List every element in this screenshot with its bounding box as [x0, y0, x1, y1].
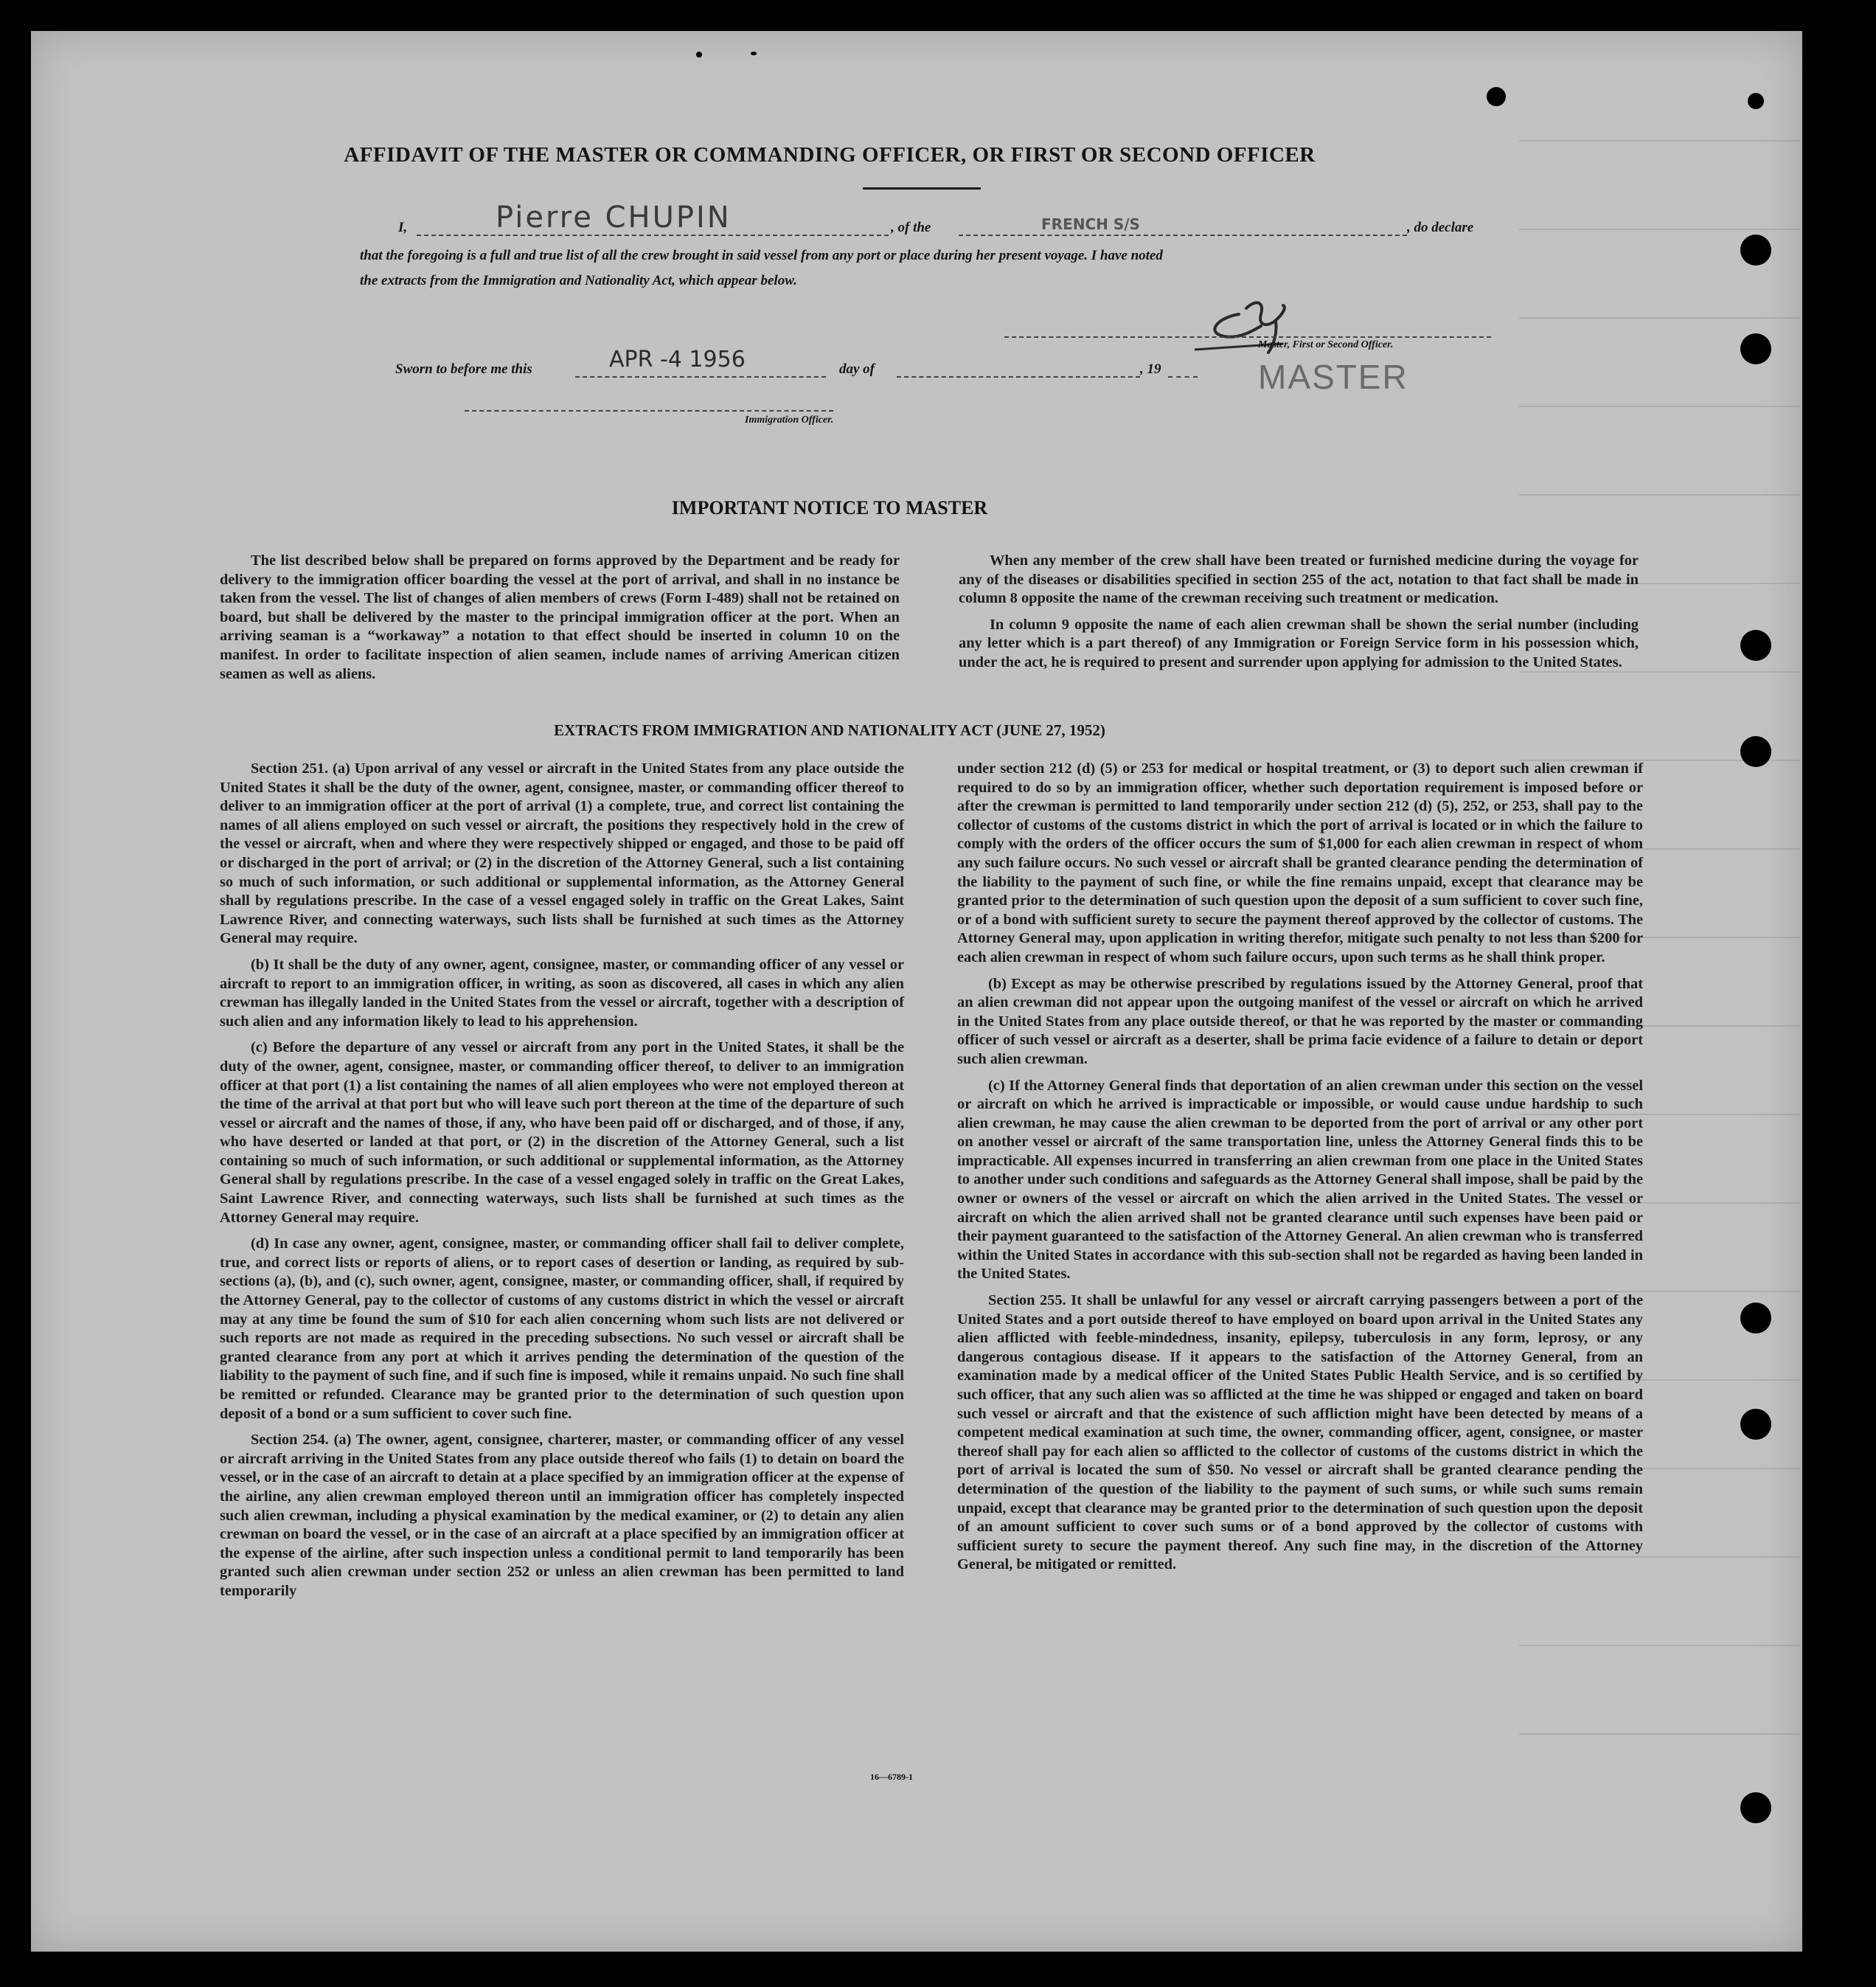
immigration-officer-caption: Immigration Officer.: [745, 415, 834, 426]
punch-hole: [1740, 736, 1771, 767]
punch-hole: [1740, 1792, 1771, 1823]
notice-right-paragraph-1: When any member of the crew shall have been treated or furnished medicine during the voyage for any of the diseases or disabilities specified in section 255 of the act, notation to that fact shall be made in column 8 opposite the name of the crewman receiving such treatment or medication.: [959, 552, 1639, 607]
vessel-name-field[interactable]: [959, 235, 1407, 236]
section-251-d: (d) In case any owner, agent, consignee, master, or commanding officer shall fail to deliver complete, true, and correct lists or reports of aliens, or to report cases of desertion or landing, as required by sub-sections (a), (b), and (c), such owner, agent, consignee, master, or commanding officer, shall, if required by the Attorney General, pay to the collector of customs of any customs district in which the vessel or aircraft may at any time be found the sum of $10 for each alien concerning whom such lists are not delivered or such reports are not made as required in the preceding subsections. No such vessel or aircraft shall be granted clearance from any port at which it arrives pending the determination of the question of the liability to the payment of such fine, and if such fine is imposed, while it remains unpaid. No such fine shall be remitted or refunded. Clearance may be granted prior to the determination of such question upon deposit of a bond or a sum sufficient to cover such fine.: [220, 1235, 904, 1422]
extracts-title: EXTRACTS FROM IMMIGRATION AND NATIONALITY ACT (JUNE 27, 1952): [554, 721, 1105, 739]
month-field[interactable]: [897, 376, 1140, 378]
affidavit-statement-1: that the foregoing is a full and true list of all the crew brought in said vessel from any port or place during her present voyage. I have noted: [360, 248, 1163, 263]
section-254-c: (c) If the Attorney General finds that deportation of an alien crewman under this section on the vessel or aircraft on which he arrived is impracticable or impossible, or would cause undue hardship to such alien crewman, he may cause the alien crewman to be deported from the port of arrival or any other port on another vessel or aircraft of the same transportation line, unless the Attorney General finds this to be impracticable. All expenses incurred in transferring an alien crewman from one place in the United States to another under such conditions and safeguards as the Attorney General shall impose, shall be paid by the owner or owners of the vessel or aircraft on which the alien arrived in the United States. The vessel or aircraft on which the alien arrived shall not be granted clearance until such expenses have been paid or their payment guaranteed to the satisfaction of the Attorney General. An alien crewman who is transferred within the United States in accordance with this sub-section shall not be regarded as having been landed in the United States.: [957, 1077, 1643, 1283]
immigration-officer-line[interactable]: [465, 410, 833, 412]
master-name-field[interactable]: [417, 235, 889, 236]
extracts-right-column: [957, 760, 1643, 1582]
affidavit-title: AFFIDAVIT OF THE MASTER OR COMMANDING OFFICER, OR FIRST OR SECOND OFFICER: [344, 143, 1316, 167]
ink-speck: [1748, 93, 1764, 109]
punch-hole: [1740, 630, 1771, 661]
sworn-date-stamp: APR -4 1956: [609, 347, 746, 372]
vessel-name-stamp: FRENCH S/S: [1041, 215, 1140, 233]
year-prefix-label: , 19: [1140, 361, 1161, 377]
form-number: 16—6789-1: [870, 1772, 913, 1782]
year-field[interactable]: [1168, 376, 1198, 378]
notice-right-column: [959, 552, 1639, 680]
sworn-label: Sworn to before me this: [395, 361, 532, 377]
notice-right-paragraph-2: In column 9 opposite the name of each alien crewman shall be shown the serial number (including any letter which is a part thereof) of any Immigration or Foreign Service form in his possession which, under the act, he is required to present and surrender upon applying for admission to the United States.: [959, 616, 1639, 670]
punch-hole: [1740, 1303, 1771, 1334]
extracts-left-column: [220, 760, 904, 1609]
title-divider: [863, 187, 981, 190]
affidavit-statement-2: the extracts from the Immigration and Nationality Act, which appear below.: [360, 273, 797, 288]
section-255: Section 255. It shall be unlawful for any vessel or aircraft carrying passengers between a port of the United States and a port outside thereof to have employed on board upon arrival in the United States any alien afflicted with feeble-mindedness, insanity, epilepsy, tuberculosis in any form, leprosy, or any dangerous contagious disease. If it appears to the satisfaction of the Attorney General, from an examination made by a medical officer of the United States Public Health Service, and is so certified by such officer, that any such alien was so afflicted at the time he was shipped or engaged and taken on board such vessel or aircraft and that the existence of such affliction might have been detected by means of a competent medical examination at such time, the owner, commanding officer, agent, consignee, or master thereof shall pay for each alien so afflicted to the collector of customs of the customs district in which the port of arrival is located the sum of $50. No vessel or aircraft shall be granted clearance pending the determination of the question of the liability to the payment of such sums, or while such sums remain unpaid, except that clearance may be granted prior to the determination of such question upon the deposit of an amount sufficient to cover such sums or of a bond approved by the collector of customs with sufficient surety to secure the payment thereof. Any such fine may, in the discretion of the Attorney General, be mitigated or remitted.: [957, 1292, 1643, 1573]
section-251-c: (c) Before the departure of any vessel or aircraft from any port in the United States, it shall be the duty of the owner, agent, consignee, master, or commanding officer thereof, to deliver to an immigration officer at that port (1) a list containing the names of all alien employees who were not employed thereon at the time of the arrival at that port but who will leave such port thereon at the time of the departure of such vessel or aircraft and the names of those, if any, who have been paid off or discharged, and of those, if any, who have deserted or landed at that port, or (2) in the discretion of the Attorney General, such a list containing so much of such information, or such additional or supplemental information, as the Attorney General shall by regulations prescribe. In the case of a vessel engaged solely in traffic on the Great Lakes, Saint Lawrence River, and connecting waterways, such lists shall be furnished at such times as the Attorney General may require.: [220, 1039, 904, 1226]
punch-hole: [1740, 235, 1771, 266]
of-the-label: , of the: [891, 220, 931, 235]
notice-title: IMPORTANT NOTICE TO MASTER: [671, 497, 988, 519]
section-251-a: Section 251. (a) Upon arrival of any vessel or aircraft in the United States from any place outside the United States it shall be the duty of the owner, agent, consignee, master, or commanding officer thereof to deliver to an immigration officer at the port of arrival (1) a complete, true, and correct list containing the names of all aliens employed on such vessel or aircraft, the positions they respectively hold in the crew of the vessel or aircraft, when and where they were respectively shipped or engaged, and those to be paid off or discharged in the port of arrival; or (2) in the discretion of the Attorney General, such a list containing so much of such information, or such additional or supplemental information, as the Attorney General shall by regulations prescribe. In the case of a vessel engaged solely in traffic on the Great Lakes, Saint Lawrence River, and connecting waterways, such lists shall be furnished at such times as the Attorney General may require.: [220, 760, 904, 947]
signature-line[interactable]: [1004, 336, 1491, 338]
punch-hole: [1740, 1409, 1771, 1440]
section-254-a: Section 254. (a) The owner, agent, consignee, charterer, master, or commanding officer of any vessel or aircraft arriving in the United States from any place outside thereof who fails (1) to detain on board the vessel, or in the case of an aircraft to detain at a place specified by an immigration officer at the expense of the airline, any alien crewman employed thereon until an immigration officer has completely inspected such alien crewman, including a physical examination by the medical examiner, or (2) to detain any alien crewman on board the vessel, or in the case of an aircraft at a place specified by an immigration officer at the expense of the airline, after such inspection unless a conditional permit to land temporarily has been granted such alien crewman under section 252 or unless an alien crewman has been permitted to land temporarily: [220, 1432, 904, 1599]
section-254-b: (b) Except as may be otherwise prescribed by regulations issued by the Attorney General, proof that an alien crewman did not appear upon the outgoing manifest of the vessel or aircraft on which he arrived in the United States from any place outside thereof, or that he was reported by the master or commanding officer of such vessel or aircraft as a deserter, shall be prima facie evidence of a failure to detain or deport such alien crewman.: [957, 975, 1643, 1067]
section-254-a-continued: under section 212 (d) (5) or 253 for medical or hospital treatment, or (3) to deport such alien crewman if required to do so by an immigration officer, whether such deportation requirement is imposed before or after the crewman is permitted to land temporarily under section 212 (d) (5), 252, or 253, shall pay to the collector of customs of the customs district in which the port of arrival is located or in which the failure to comply with the orders of the officer occurs the sum of $1,000 for each alien crewman in respect of whom any such failure occurs. No such vessel or aircraft shall be granted clearance pending the determination of the liability to the payment of such fine, or while the fine remains unpaid, except that clearance may be granted prior to the determination of such question upon the deposit of a sum sufficient to cover such fine, or of a bond with sufficient surety to secure the payment thereof approved by the collector of customs. The Attorney General may, upon application in writing therefor, mitigate such penalty to not less than $200 for each alien crewman in respect of whom such failure occurs, upon such terms as he shall think proper.: [957, 760, 1643, 965]
master-name-handwritten: Pierre CHUPIN: [496, 201, 732, 235]
signature-caption: Master, First or Second Officer.: [1258, 339, 1394, 350]
notice-left-paragraph: The list described below shall be prepared on forms approved by the Department and be ready for delivery to the immigration officer boarding the vessel at the port of arrival, and shall in no instance be taken from the vessel. The list of changes of alien members of crews (Form I-489) shall not be retained on board, but shall be delivered by the master to the principal immigration officer at the port. When an arriving seaman is a “workaway” a notation to that effect should be inserted in column 10 on the manifest. In order to facilitate inspection of alien seamen, include names of arriving American citizen seamen as well as aliens.: [220, 552, 900, 682]
section-251-b: (b) It shall be the duty of any owner, agent, consignee, master, or commanding officer of any vessel or aircraft to report to an immigration officer, in writing, as soon as discovered, all cases in which any alien crewman has illegally landed in the United States from the vessel or aircraft, together with a description of such alien and any information likely to lead to his apprehension.: [220, 956, 904, 1030]
i-label: I,: [398, 220, 408, 235]
notice-left-column: [220, 552, 900, 691]
sworn-date-field[interactable]: [575, 376, 826, 378]
ink-speck: [751, 52, 757, 55]
ink-speck: [1487, 87, 1506, 106]
day-of-label: day of: [839, 361, 875, 377]
ink-speck: [696, 52, 702, 58]
do-declare-label: , do declare: [1407, 220, 1474, 235]
punch-hole: [1740, 333, 1771, 364]
master-stamp: MASTER: [1258, 358, 1408, 396]
